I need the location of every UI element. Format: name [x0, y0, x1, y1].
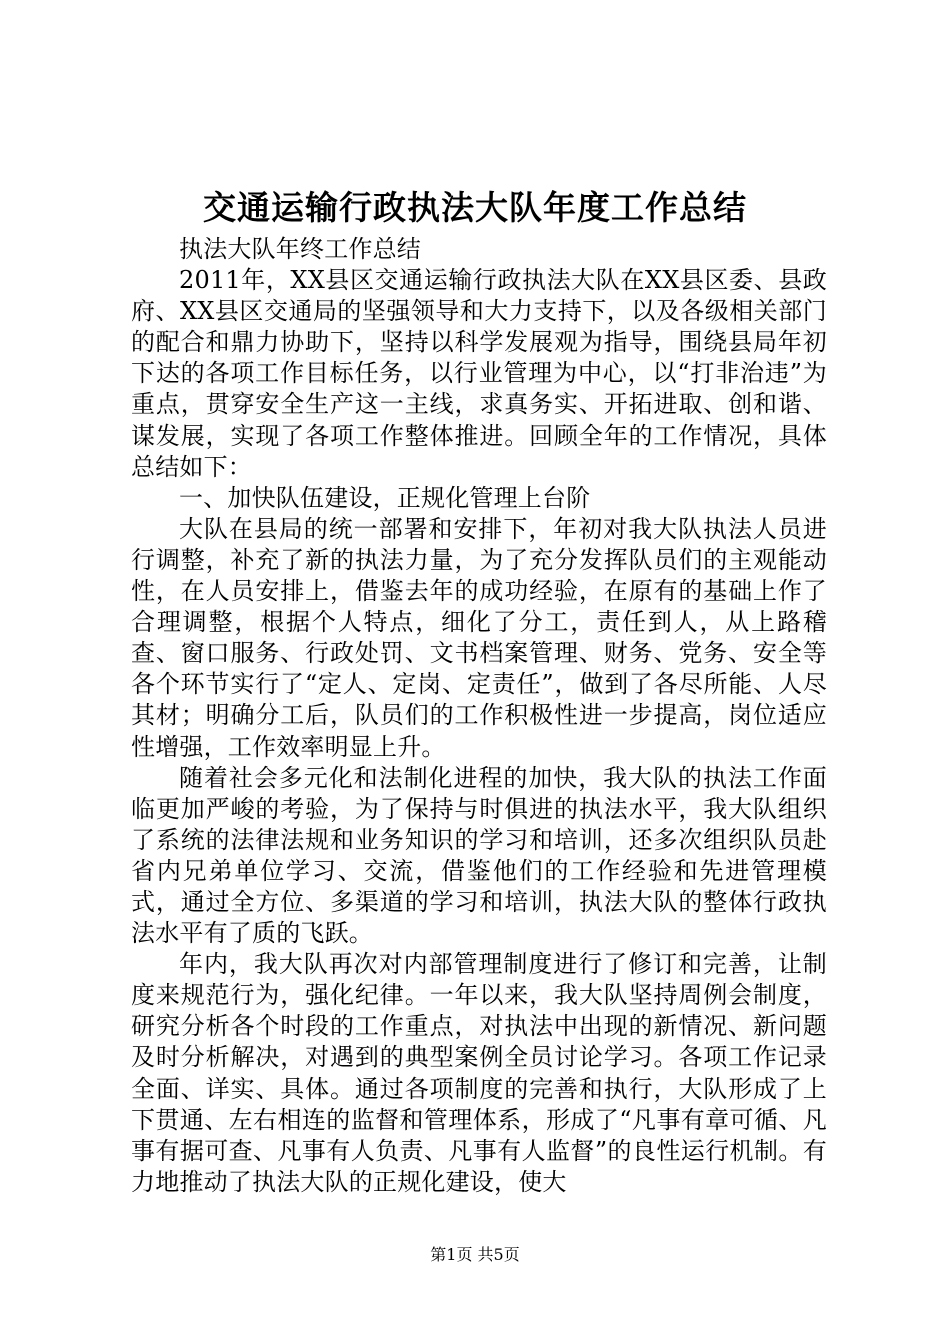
page-footer: 第1页 共5页 — [430, 1245, 520, 1264]
document-body — [131, 234, 827, 1198]
paragraph-training: 随着社会多元化和法制化进程的加快，我大队的执法工作面临更加严峻的考验，为了保持与时俱进的执法水平，我大队组织了系统的法律法规和业务知识的学习和培训，还多次组织队员赴省内兄弟单位学习、交流，借鉴他们的工作经验和先进管理模式，通过全方位、多渠道的学习和培训，执法大队的整体行政执法水平有了质的飞跃。 — [131, 763, 827, 948]
section-heading: 一、加快队伍建设，正规化管理上台阶 — [179, 483, 591, 512]
paragraph-intro: 2011年，XX县区交通运输行政执法大队在XX县区委、县政府、XX县区交通局的坚强领导和大力支持下，以及各级相关部门的配合和鼎力协助下，坚持以科学发展观为指导，围绕县局年初下达的各项工作目标任务，以行业管理为中心，以“打非治违”为重点，贯穿安全生产这一主线，求真务实、开拓进取、创和谐、谋发展，实现了各项工作整体推进。回顾全年的工作情况，具体总结如下： — [131, 266, 827, 481]
paragraph-management: 年内，我大队再次对内部管理制度进行了修订和完善，让制度来规范行为，强化纪律。一年以来，我大队坚持周例会制度，研究分析各个时段的工作重点，对执法中出现的新情况、新问题及时分析解决，对遇到的典型案例全员讨论学习。各项工作记录全面、详实、具体。通过各项制度的完善和执行，大队形成了上下贯通、左右相连的监督和管理体系，形成了“凡事有章可循、凡事有据可查、凡事有人负责、凡事有人监督”的良性运行机制。有力地推动了执法大队的正规化建设，使大 — [131, 950, 827, 1196]
document-title: 交通运输行政执法大队年度工作总结 — [203, 188, 747, 227]
paragraph-subtitle: 执法大队年终工作总结 — [179, 235, 421, 263]
paragraph-staffing: 大队在县局的统一部署和安排下，年初对我大队执法人员进行调整，补充了新的执法力量，为了充分发挥队员们的主观能动性，在人员安排上，借鉴去年的成功经验，在原有的基础上作了合理调整，根据个人特点，细化了分工，责任到人，从上路稽查、窗口服务、行政处罚、文书档案管理、财务、党务、安全等各个环节实行了“定人、定岗、定责任”，做到了各尽所能、人尽其材；明确分工后，队员们的工作积极性进一步提高，岗位适应性增强，工作效率明显上升。 — [131, 514, 827, 761]
